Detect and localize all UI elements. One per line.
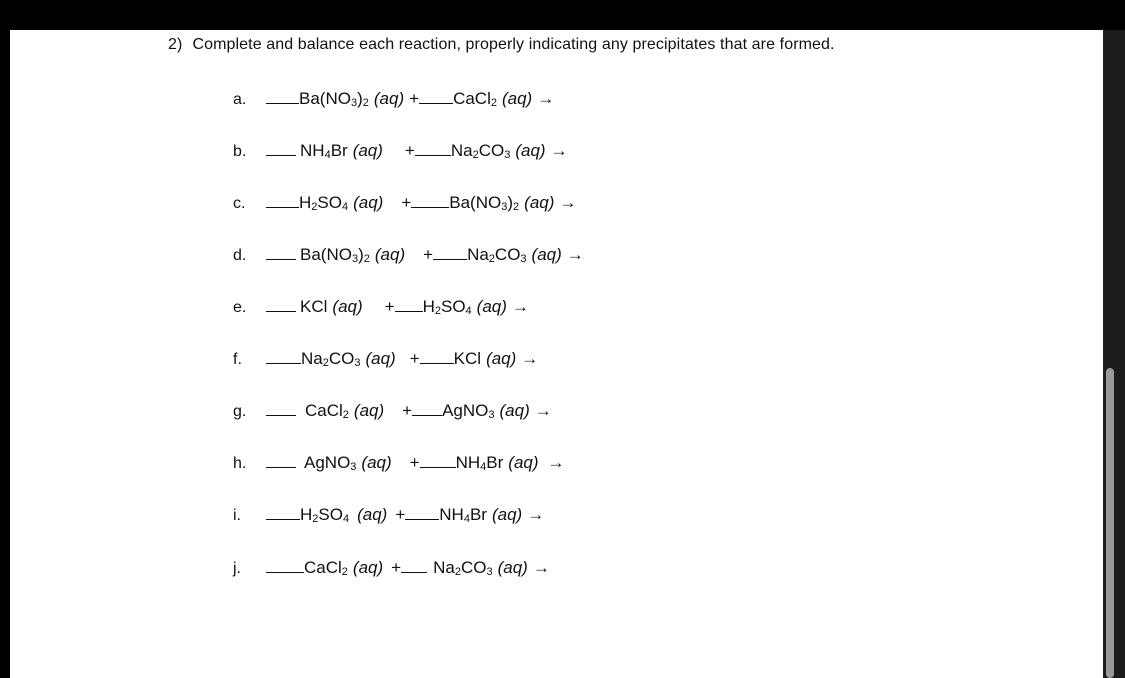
coefficient-blank[interactable] <box>420 349 454 364</box>
coefficient-blank[interactable] <box>266 193 299 208</box>
coefficient-blank[interactable] <box>405 505 439 520</box>
coefficient-blank[interactable] <box>420 453 456 468</box>
state-label: (aq) <box>352 141 383 160</box>
state-label: (aq) <box>491 505 523 524</box>
document-page <box>10 30 1103 678</box>
state-label: (aq) <box>508 453 539 472</box>
reaction-arrow: → <box>532 558 550 577</box>
plus-sign: + <box>384 297 395 316</box>
reaction-row-f <box>233 349 538 373</box>
coefficient-blank[interactable] <box>266 453 296 468</box>
reaction-letter: h. <box>233 455 247 472</box>
reaction-arrow: → <box>527 505 545 524</box>
reaction-arrow: → <box>511 297 529 316</box>
reactant-2: KCl <box>453 349 482 368</box>
reaction-arrow: → <box>550 141 568 160</box>
state-label: (aq) <box>332 297 363 316</box>
state-label: (aq) <box>476 297 507 316</box>
reactant-1: KCl <box>300 297 328 316</box>
state-label: (aq) <box>374 245 406 264</box>
state-label: (aq) <box>515 141 546 160</box>
reactant-2: $H_2SO_4$ <box>422 297 472 317</box>
reaction-row-i <box>233 505 544 529</box>
state-label: (aq) <box>365 349 396 368</box>
state-label: (aq) <box>353 401 385 420</box>
plus-sign: + <box>395 505 406 524</box>
reaction-letter: i. <box>233 507 241 524</box>
reaction-letter: a. <box>233 91 247 108</box>
state-label: (aq) <box>361 453 392 472</box>
reactant-2: $NH_4Br$ <box>455 453 504 473</box>
reaction-row-d <box>233 245 584 269</box>
coefficient-blank[interactable] <box>266 89 299 104</box>
coefficient-blank[interactable] <box>266 505 300 520</box>
reactant-2: $Na_2CO_3$ <box>433 558 493 578</box>
coefficient-blank[interactable] <box>395 297 423 312</box>
plus-sign: + <box>423 245 434 264</box>
coefficient-blank[interactable] <box>266 245 296 260</box>
state-label: (aq) <box>524 193 555 212</box>
reaction-arrow: → <box>534 401 552 420</box>
plus-sign: + <box>404 141 415 160</box>
coefficient-blank[interactable] <box>266 401 296 416</box>
reactant-1: AgNO$_3$ <box>304 453 357 473</box>
reactant-2: $Na_2CO_3$ <box>450 141 511 161</box>
coefficient-blank[interactable] <box>266 349 301 364</box>
coefficient-blank[interactable] <box>266 558 304 573</box>
state-label: (aq) <box>373 89 405 108</box>
reactant-1: $Ba(NO_3)_2$ <box>299 89 369 109</box>
state-label: (aq) <box>499 401 530 420</box>
reactant-1: $NH_4Br$ <box>300 141 348 161</box>
reactant-2: CaCl$_2$ <box>453 89 497 109</box>
state-label: (aq) <box>352 558 384 577</box>
reaction-row-e <box>233 297 529 321</box>
reaction-letter: b. <box>233 143 247 160</box>
reactant-1: $H_2SO_4$ <box>299 193 349 213</box>
reaction-letter: j. <box>233 560 241 577</box>
reaction-arrow: → <box>559 193 577 212</box>
question-text: Complete and balance each reaction, properly indicating any precipitates that are formed. <box>192 36 835 53</box>
top-bar <box>0 0 1125 30</box>
state-label: (aq) <box>353 193 384 212</box>
scrollbar-thumb[interactable] <box>1106 368 1114 678</box>
reactant-2: AgNO$_3$ <box>442 401 495 421</box>
reaction-row-c <box>233 193 576 217</box>
plus-sign: + <box>402 401 413 420</box>
plus-sign: + <box>409 89 420 108</box>
coefficient-blank[interactable] <box>401 558 427 573</box>
plus-sign: + <box>409 349 420 368</box>
coefficient-blank[interactable] <box>266 141 296 156</box>
state-label: (aq) <box>501 89 533 108</box>
reaction-letter: g. <box>233 403 247 420</box>
reactant-2: $Ba(NO_3)_2$ <box>449 193 520 213</box>
reaction-row-g <box>233 401 552 425</box>
coefficient-blank[interactable] <box>266 297 296 312</box>
reaction-row-h <box>233 453 565 477</box>
reaction-row-j <box>233 558 550 582</box>
reactant-1: $Na_2CO_3$ <box>301 349 361 369</box>
question-number: 2) <box>168 36 183 53</box>
plus-sign: + <box>401 193 412 212</box>
reaction-arrow: → <box>547 453 565 472</box>
coefficient-blank[interactable] <box>411 193 449 208</box>
reaction-arrow: → <box>566 245 584 264</box>
plus-sign: + <box>409 453 420 472</box>
reaction-letter: c. <box>233 195 246 212</box>
reactant-1: CaCl$_2$ <box>304 558 348 578</box>
reactant-1: $H_2SO_4$ <box>300 505 350 525</box>
state-label: (aq) <box>486 349 517 368</box>
reaction-row-b <box>233 141 568 165</box>
reactant-1: CaCl$_2$ <box>305 401 349 421</box>
reactant-2: $NH_4Br$ <box>439 505 487 525</box>
coefficient-blank[interactable] <box>415 141 451 156</box>
state-label: (aq) <box>497 558 528 577</box>
reaction-arrow: → <box>521 349 539 368</box>
plus-sign: + <box>391 558 402 577</box>
coefficient-blank[interactable] <box>412 401 442 416</box>
reaction-letter: e. <box>233 299 247 316</box>
state-label: (aq) <box>357 505 388 524</box>
question-heading <box>168 36 835 54</box>
reaction-row-a <box>233 89 554 113</box>
reaction-letter: d. <box>233 247 247 264</box>
reactant-2: $Na_2CO_3$ <box>467 245 527 265</box>
reaction-arrow: → <box>537 89 555 108</box>
coefficient-blank[interactable] <box>419 89 453 104</box>
reactant-1: $Ba(NO_3)_2$ <box>300 245 370 265</box>
coefficient-blank[interactable] <box>433 245 467 260</box>
state-label: (aq) <box>531 245 562 264</box>
reaction-letter: f. <box>233 351 242 368</box>
